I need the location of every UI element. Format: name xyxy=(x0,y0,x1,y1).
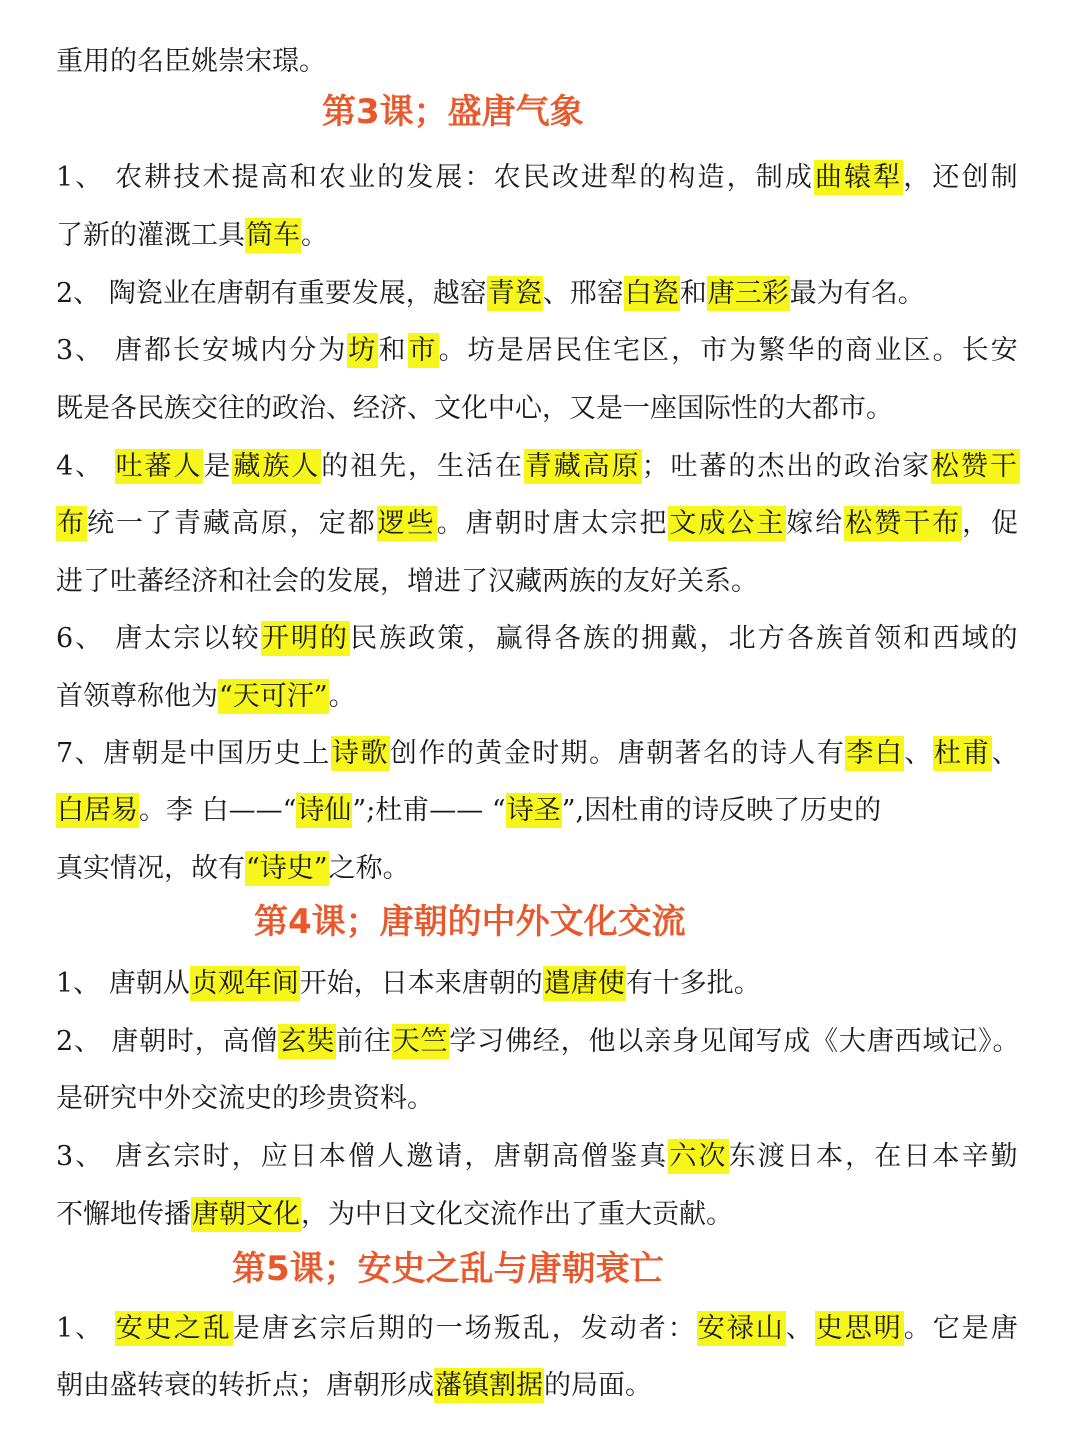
text-segment: 的祖先，生活在 xyxy=(321,451,524,482)
text-line xyxy=(56,964,761,1004)
highlighted-keyword: 藩镇割据 xyxy=(435,1370,543,1401)
highlighted-keyword: 杜甫 xyxy=(933,738,991,769)
text-line xyxy=(56,447,1020,487)
text-segment: 6、 唐太宗以较 xyxy=(56,623,261,654)
text-segment: 7、唐朝是中国历史上 xyxy=(56,738,331,769)
text-segment: 的局面。 xyxy=(544,1370,652,1401)
highlighted-keyword: 白居易 xyxy=(57,795,138,826)
text-line xyxy=(56,677,356,717)
highlighted-keyword: 松赞干布 xyxy=(845,508,962,539)
text-segment: 了新的灌溉工具 xyxy=(56,220,245,251)
text-segment: 进了吐蕃经济和社会的发展，增进了汉藏两族的友好关系。 xyxy=(56,566,758,597)
text-segment: 2、 陶瓷业在唐朝有重要发展，越窑 xyxy=(56,278,487,309)
highlighted-keyword: 诗圣 xyxy=(506,795,561,826)
text-segment: 朝由盛转衰的转折点；唐朝形成 xyxy=(56,1370,434,1401)
text-segment: 不懈地传播 xyxy=(56,1199,191,1230)
highlighted-keyword: “天可汗” xyxy=(219,681,328,712)
text-segment: 4、 xyxy=(56,451,115,482)
text-segment: 有十多批。 xyxy=(625,968,761,999)
text-segment: ，为中日文化交流作出了重大贡献。 xyxy=(301,1199,733,1230)
text-segment: 重用的名臣姚崇宋璟。 xyxy=(56,46,326,77)
text-line xyxy=(56,216,328,256)
text-line xyxy=(56,331,1020,371)
text-line xyxy=(56,1022,1020,1062)
highlighted-keyword: 吐蕃人 xyxy=(115,451,203,482)
highlighted-keyword: 筒车 xyxy=(246,220,300,251)
text-segment: 开始，日本来唐朝的 xyxy=(299,968,543,999)
text-segment: ”;杜甫—— “ xyxy=(352,795,506,826)
text-segment: 最为有名。 xyxy=(789,278,925,309)
text-segment: 、邢窑 xyxy=(542,278,624,309)
text-segment: 和 xyxy=(378,335,408,366)
text-segment: 首领尊称他为 xyxy=(56,681,218,712)
text-segment: ”,因杜甫的诗反映了历史的 xyxy=(561,795,882,826)
text-line xyxy=(56,42,326,82)
text-segment: 学习佛经，他以亲身见闻写成《大唐西域记》。 xyxy=(449,1026,1021,1057)
text-segment: 。 xyxy=(301,220,328,251)
text-line xyxy=(56,389,893,429)
highlighted-keyword: 史思明 xyxy=(815,1313,903,1344)
highlighted-keyword: 逻些 xyxy=(377,508,436,539)
text-segment: 和 xyxy=(679,278,707,309)
text-segment: 既是各民族交往的政治、经济、文化中心，又是一座国际性的大都市。 xyxy=(56,393,893,424)
text-line xyxy=(56,1366,652,1406)
text-segment: 3、 唐玄宗时，应日本僧人邀请，唐朝高僧鉴真 xyxy=(56,1141,669,1172)
text-segment: 。 xyxy=(328,681,356,712)
text-segment: 东渡日本，在日本辛勤 xyxy=(728,1141,1020,1172)
text-line xyxy=(56,849,410,889)
text-segment: 民族政策，赢得各族的拥戴，北方各族首领和西域的 xyxy=(350,623,1020,654)
highlighted-keyword: 天竺 xyxy=(392,1026,449,1057)
highlighted-keyword: 曲辕犁 xyxy=(814,162,903,193)
text-segment: 。坊是居民住宅区，市为繁华的商业区。长安 xyxy=(438,335,1020,366)
text-segment: 、 xyxy=(785,1313,815,1344)
text-segment: 、 xyxy=(991,738,1021,769)
highlighted-keyword: 青藏高原 xyxy=(524,451,641,482)
text-segment: 是唐玄宗后期的一场叛乱，发动者： xyxy=(232,1313,697,1344)
text-segment: 1、 xyxy=(56,1313,115,1344)
text-segment: 创作的黄金时期。唐朝著名的诗人有 xyxy=(389,738,846,769)
text-segment: 。唐朝时唐太宗把 xyxy=(436,508,669,539)
highlighted-keyword: 诗仙 xyxy=(297,795,352,826)
text-segment: 。它是唐 xyxy=(903,1313,1020,1344)
highlighted-keyword: 贞观年间 xyxy=(190,968,299,999)
lesson-3-title: 第3课；盛唐气象 xyxy=(322,92,584,132)
text-segment: 是 xyxy=(203,451,233,482)
highlighted-keyword: 青瓷 xyxy=(487,278,542,309)
text-line xyxy=(56,1079,434,1119)
text-segment: 。李 白——“ xyxy=(139,795,297,826)
text-segment: 统一了青藏高原，定都 xyxy=(86,508,377,539)
highlighted-keyword: 诗歌 xyxy=(331,738,389,769)
text-segment: 嫁给 xyxy=(786,508,845,539)
text-line xyxy=(56,619,1020,659)
text-line xyxy=(56,274,925,314)
text-segment: 是研究中外交流史的珍贵资料。 xyxy=(56,1083,434,1114)
highlighted-keyword: 安禄山 xyxy=(697,1313,785,1344)
text-line xyxy=(56,1309,1020,1349)
text-line xyxy=(56,562,758,602)
text-segment: ；吐蕃的杰出的政治家 xyxy=(641,451,931,482)
highlighted-keyword: 李白 xyxy=(846,738,904,769)
text-line xyxy=(56,504,1020,544)
highlighted-keyword: 唐朝文化 xyxy=(192,1199,300,1230)
highlighted-keyword: 布 xyxy=(57,508,86,539)
highlighted-keyword: 唐三彩 xyxy=(707,278,789,309)
highlighted-keyword: 白瓷 xyxy=(624,278,679,309)
lesson-4-title: 第4课；唐朝的中外文化交流 xyxy=(254,902,686,942)
text-segment: ，还创制 xyxy=(903,162,1020,193)
text-segment: 之称。 xyxy=(328,853,410,884)
text-segment: 2、 唐朝时，高僧 xyxy=(56,1026,279,1057)
highlighted-keyword: 安史之乱 xyxy=(115,1313,232,1344)
text-segment: 、 xyxy=(904,738,933,769)
text-line xyxy=(56,158,1020,198)
highlighted-keyword: 市 xyxy=(408,335,438,366)
highlighted-keyword: 藏族人 xyxy=(233,451,321,482)
highlighted-keyword: 松赞干 xyxy=(931,451,1019,482)
text-segment: 前往 xyxy=(335,1026,392,1057)
text-line xyxy=(56,734,1020,774)
highlighted-keyword: “诗史” xyxy=(246,853,328,884)
text-segment: 真实情况，故有 xyxy=(56,853,245,884)
highlighted-keyword: 坊 xyxy=(348,335,378,366)
highlighted-keyword: 文成公主 xyxy=(669,508,786,539)
text-segment: ，促 xyxy=(962,508,1021,539)
text-segment: 1、 农耕技术提高和农业的发展：农民改进犁的构造，制成 xyxy=(56,162,814,193)
lesson-5-title: 第5课；安史之乱与唐朝衰亡 xyxy=(232,1249,664,1289)
highlighted-keyword: 开明的 xyxy=(261,623,350,654)
text-line xyxy=(56,791,881,831)
text-segment: 3、 唐都长安城内分为 xyxy=(56,335,348,366)
highlighted-keyword: 遣唐使 xyxy=(543,968,625,999)
highlighted-keyword: 六次 xyxy=(669,1141,728,1172)
highlighted-keyword: 玄奘 xyxy=(279,1026,335,1057)
text-line xyxy=(56,1195,733,1235)
text-segment: 1、 唐朝从 xyxy=(56,968,190,999)
text-line xyxy=(56,1137,1020,1177)
